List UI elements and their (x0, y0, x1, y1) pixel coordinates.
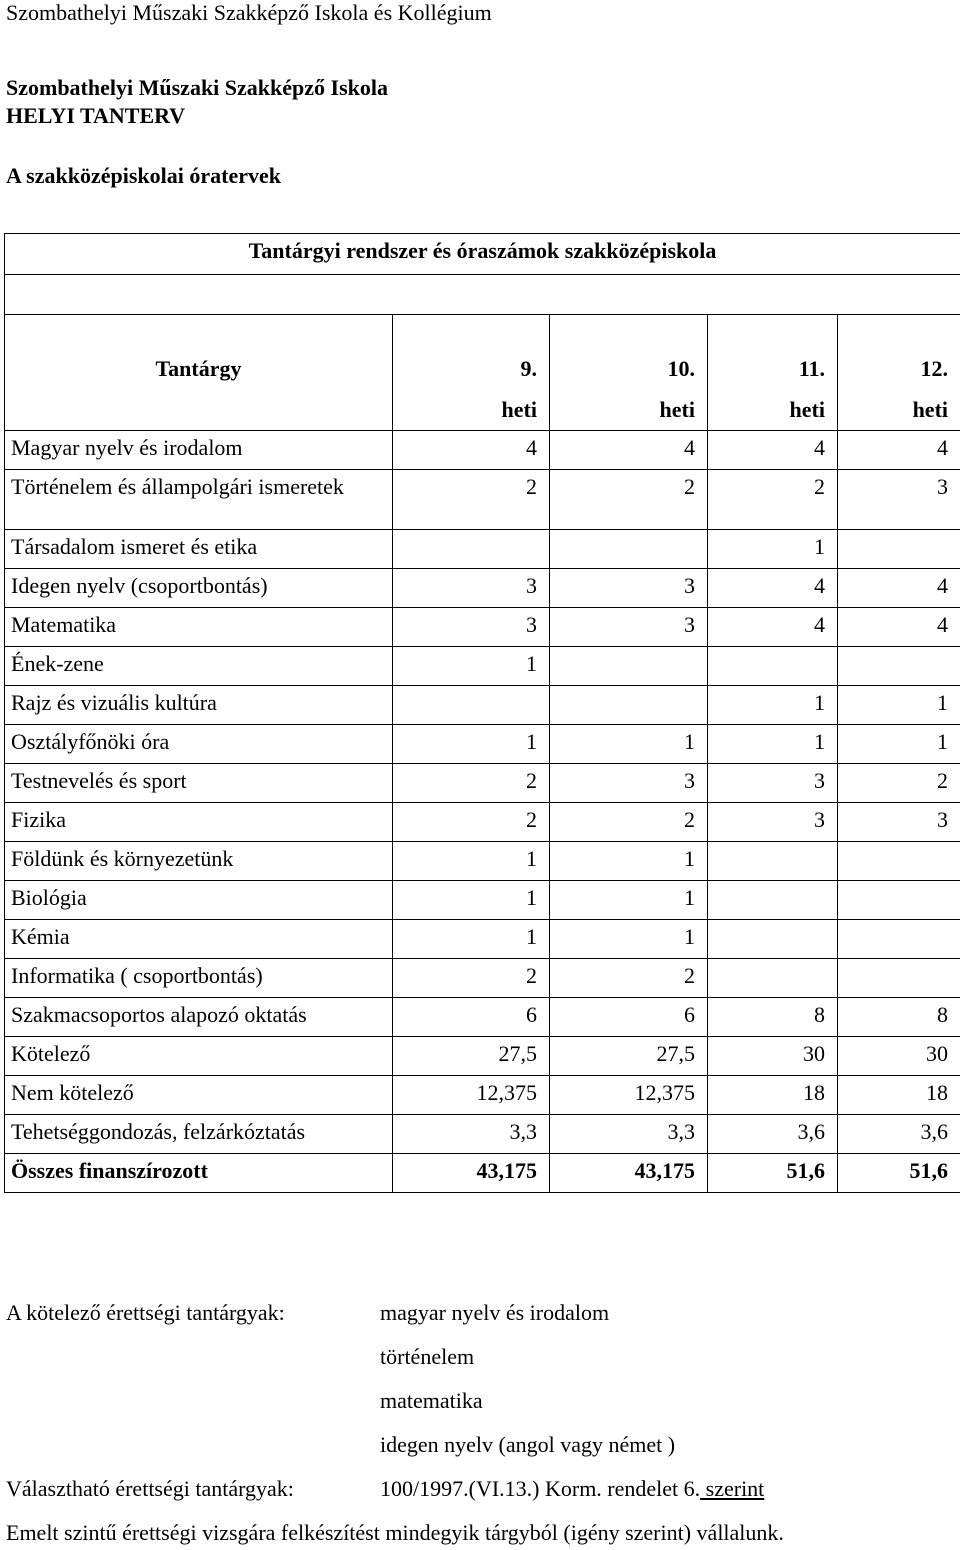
hours-cell: 2 (838, 764, 960, 803)
required-exam-item: magyar nyelv és irodalom (380, 1300, 610, 1325)
hours-cell: 12,375 (393, 1076, 550, 1115)
hours-cell: 3,6 (838, 1115, 960, 1154)
hours-cell: 27,5 (550, 1037, 708, 1076)
school-name: Szombathelyi Műszaki Szakképző Iskola (6, 75, 388, 100)
hours-cell: 43,175 (393, 1154, 550, 1193)
hours-cell: 3 (708, 764, 838, 803)
hours-cell: 3,6 (708, 1115, 838, 1154)
table-row (5, 998, 960, 1037)
hours-cell: 4 (708, 431, 838, 470)
subject-cell: Kémia (5, 920, 393, 959)
hours-cell: 3 (838, 470, 960, 530)
table-row (5, 1076, 960, 1115)
optional-exams-label: Választható érettségi tantárgyak: (6, 1476, 294, 1501)
hours-cell: 1 (393, 842, 550, 881)
hours-cell: 1 (393, 881, 550, 920)
hours-cell: 18 (838, 1076, 960, 1115)
document-title: HELYI TANTERV (6, 103, 186, 128)
hours-cell (838, 959, 960, 998)
unit-row (5, 393, 960, 431)
empty-row (5, 275, 960, 315)
hours-cell: 30 (708, 1037, 838, 1076)
hours-cell (393, 686, 550, 725)
hours-cell (838, 842, 960, 881)
hours-cell (708, 842, 838, 881)
hours-cell: 1 (393, 725, 550, 764)
unit-label: heti (393, 393, 550, 431)
hours-cell: 4 (838, 569, 960, 608)
hours-cell: 3 (393, 569, 550, 608)
hours-cell: 3 (838, 803, 960, 842)
hours-cell: 4 (708, 608, 838, 647)
table-row (5, 920, 960, 959)
unit-label: heti (550, 393, 708, 431)
hours-cell: 1 (708, 725, 838, 764)
hours-cell: 4 (550, 431, 708, 470)
curriculum-table (4, 233, 960, 1193)
table-row (5, 1154, 960, 1193)
regulation-ref: 100/1997.(VI.13.) Korm. rendelet 6. (380, 1476, 701, 1501)
hours-cell: 4 (708, 569, 838, 608)
optional-exams-rule (380, 1476, 764, 1502)
subject-cell: Ének-zene (5, 647, 393, 686)
subject-cell: Osztályfőnöki óra (5, 725, 393, 764)
subject-cell: Rajz és vizuális kultúra (5, 686, 393, 725)
subject-cell: Összes finanszírozott (5, 1154, 393, 1193)
table-row (5, 881, 960, 920)
hours-cell (708, 920, 838, 959)
page-header: Szombathelyi Műszaki Szakképző Iskola és Kollégium (6, 0, 492, 25)
subject-cell: Idegen nyelv (csoportbontás) (5, 569, 393, 608)
table-title: Tantárgyi rendszer és óraszámok szakközépiskola (5, 234, 960, 275)
hours-cell: 51,6 (708, 1154, 838, 1193)
hours-cell: 3 (550, 764, 708, 803)
hours-cell (393, 530, 550, 569)
hours-cell (708, 881, 838, 920)
hours-cell: 30 (838, 1037, 960, 1076)
table-row (5, 647, 960, 686)
table-row (5, 530, 960, 569)
hours-cell: 43,175 (550, 1154, 708, 1193)
hours-cell (708, 647, 838, 686)
regulation-suffix: szerint (700, 1476, 765, 1501)
hours-cell: 1 (838, 725, 960, 764)
hours-cell: 3 (393, 608, 550, 647)
hours-cell: 27,5 (393, 1037, 550, 1076)
advanced-exam-note: Emelt szintű érettségi vizsgára felkészítést mindegyik tárgyból (igény szerint) vállalunk. (6, 1520, 784, 1545)
hours-cell (550, 647, 708, 686)
hours-cell (838, 647, 960, 686)
hours-cell: 6 (393, 998, 550, 1037)
subject-cell: Tehetséggondozás, felzárkóztatás (5, 1115, 393, 1154)
hours-cell (708, 959, 838, 998)
table-row (5, 1115, 960, 1154)
hours-cell: 1 (393, 920, 550, 959)
subject-cell: Nem kötelező (5, 1076, 393, 1115)
unit-label: heti (838, 393, 960, 431)
hours-cell: 3 (550, 569, 708, 608)
hours-cell: 3,3 (550, 1115, 708, 1154)
hours-cell: 1 (708, 530, 838, 569)
grade-11: 11. (798, 355, 825, 381)
table-row (5, 842, 960, 881)
unit-label: heti (708, 393, 838, 431)
subject-cell: Matematika (5, 608, 393, 647)
hours-cell: 1 (393, 647, 550, 686)
table-row (5, 608, 960, 647)
hours-cell (550, 530, 708, 569)
hours-cell: 8 (838, 998, 960, 1037)
required-exams-label: A kötelező érettségi tantárgyak: (6, 1300, 285, 1325)
hours-cell: 2 (550, 803, 708, 842)
table-row (5, 959, 960, 998)
table-row (5, 725, 960, 764)
hours-cell: 1 (550, 842, 708, 881)
hours-cell: 51,6 (838, 1154, 960, 1193)
hours-cell: 3 (550, 608, 708, 647)
grade-10: 10. (667, 355, 695, 381)
table-row (5, 1037, 960, 1076)
hours-cell: 12,375 (550, 1076, 708, 1115)
hours-cell: 1 (550, 881, 708, 920)
header-row (5, 315, 960, 393)
subject-cell: Földünk és környezetünk (5, 842, 393, 881)
hours-cell: 4 (838, 431, 960, 470)
subject-cell: Fizika (5, 803, 393, 842)
table-row (5, 431, 960, 470)
grade-12: 12. (920, 355, 949, 381)
hours-cell: 3,3 (393, 1115, 550, 1154)
hours-cell (550, 686, 708, 725)
hours-cell: 4 (393, 431, 550, 470)
hours-cell: 3 (708, 803, 838, 842)
required-exam-item: történelem (380, 1344, 475, 1369)
hours-cell (838, 881, 960, 920)
section-title: A szakközépiskolai óratervek (6, 163, 281, 188)
required-exam-item: matematika (380, 1388, 483, 1413)
hours-cell: 4 (838, 608, 960, 647)
required-exam-item: idegen nyelv (angol vagy német ) (380, 1432, 676, 1457)
subject-header: Tantárgy (155, 355, 242, 381)
subject-cell: Társadalom ismeret és etika (5, 530, 393, 569)
subject-cell: Informatika ( csoportbontás) (5, 959, 393, 998)
table-row (5, 569, 960, 608)
grade-9: 9. (520, 355, 537, 381)
table-row (5, 686, 960, 725)
hours-cell: 2 (393, 764, 550, 803)
table-row (5, 764, 960, 803)
table-row (5, 803, 960, 842)
subject-cell: Történelem és állampolgári ismeretek (5, 470, 393, 530)
subject-cell: Szakmacsoportos alapozó oktatás (5, 998, 393, 1037)
subject-cell: Kötelező (5, 1037, 393, 1076)
hours-cell (838, 920, 960, 959)
hours-cell: 1 (838, 686, 960, 725)
table-row (5, 470, 960, 530)
subject-cell: Biológia (5, 881, 393, 920)
hours-cell: 2 (550, 959, 708, 998)
subject-cell: Testnevelés és sport (5, 764, 393, 803)
hours-cell (838, 530, 960, 569)
hours-cell: 2 (708, 470, 838, 530)
hours-cell: 1 (708, 686, 838, 725)
subject-cell: Magyar nyelv és irodalom (5, 431, 393, 470)
hours-cell: 1 (550, 725, 708, 764)
hours-cell: 18 (708, 1076, 838, 1115)
hours-cell: 2 (550, 470, 708, 530)
hours-cell: 8 (708, 998, 838, 1037)
hours-cell: 2 (393, 470, 550, 530)
hours-cell: 2 (393, 803, 550, 842)
hours-cell: 1 (550, 920, 708, 959)
hours-cell: 2 (393, 959, 550, 998)
hours-cell: 6 (550, 998, 708, 1037)
